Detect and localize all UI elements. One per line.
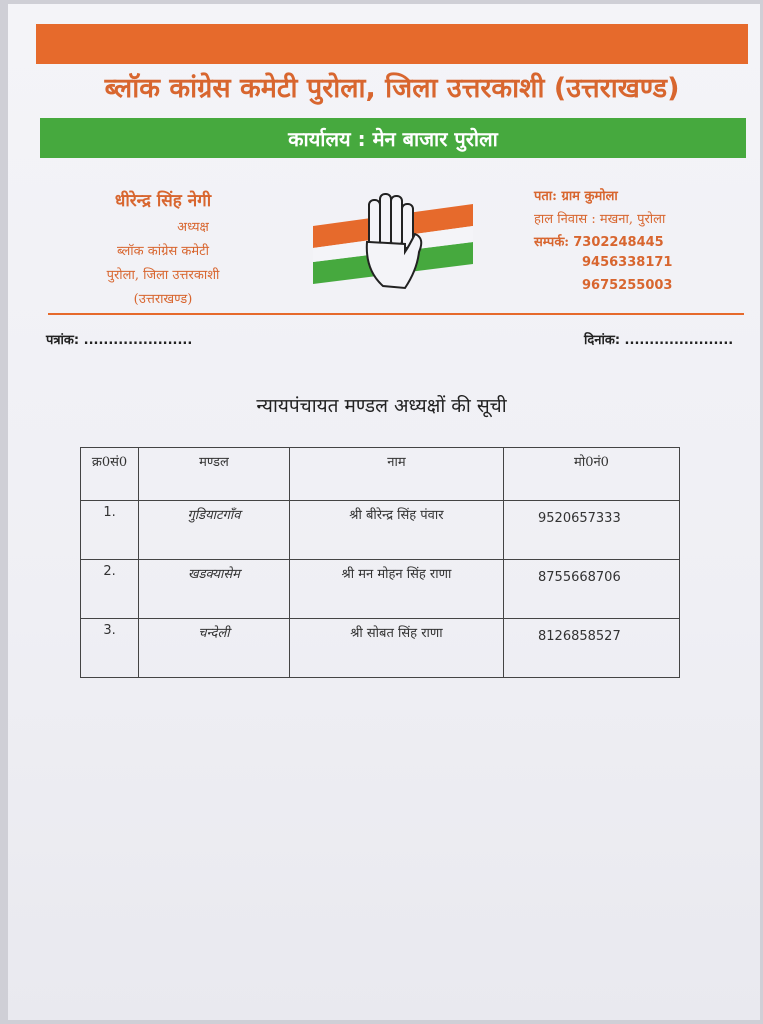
saffron-band [36,24,748,64]
president-place: पुरोला, जिला उत्तरकाशी [106,268,220,283]
office-address: कार्यालय : मेन बाजार पुरोला [288,126,498,151]
president-designation: अध्यक्ष [177,220,209,235]
contact-label: सम्पर्क: [534,235,570,250]
president-block [48,188,278,307]
president-state: (उत्तराखण्ड) [133,292,193,307]
current-residence: हाल निवास : मखना, पुरोला [534,212,666,227]
village-address: पता: ग्राम कुमोला [534,189,618,204]
table-header-row [81,448,680,501]
contact-block [534,186,754,301]
divider [48,313,744,315]
row-mandal: चन्देली [139,619,290,678]
row-serial: 2. [81,560,139,619]
table-row [81,560,680,619]
header-name: नाम [289,448,503,501]
phone-2: 9456338171 [582,255,673,270]
row-mandal: खडक्यासेम [139,560,290,619]
header-mandal: मण्डल [139,448,290,501]
row-mobile: 8755668706 [504,560,680,619]
president-name: धीरेन्द्र सिंह नेगी [114,191,212,211]
congress-hand-logo-icon [313,190,473,298]
reference-number: पत्रांक: ...................... [46,333,193,348]
mandal-president-table [80,447,680,678]
row-mobile: 8126858527 [504,619,680,678]
letterhead-title: ब्लॉक कांग्रेस कमेटी पुरोला, जिला उत्तरकाशी (उत्तराखण्ड) [104,73,680,104]
phone-3: 9675255003 [582,278,673,293]
row-name: श्री मन मोहन सिंह राणा [289,560,503,619]
header-mobile: मो0नं0 [504,448,680,501]
row-name: श्री बीरेन्द्र सिंह पंवार [289,501,503,560]
row-serial: 3. [81,619,139,678]
row-mobile: 9520657333 [504,501,680,560]
row-name: श्री सोबत सिंह राणा [289,619,503,678]
document-heading: न्यायपंचायत मण्डल अध्यक्षों की सूची [256,395,507,417]
table-row [81,619,680,678]
phone-1: 7302248445 [573,235,664,250]
date-field: दिनांक: ...................... [584,333,734,348]
row-mandal: गुडियाटगाँव [139,501,290,560]
president-org: ब्लॉक कांग्रेस कमेटी [116,244,210,259]
table-row [81,501,680,560]
row-serial: 1. [81,501,139,560]
header-serial: क्र0सं0 [81,448,139,501]
office-band [40,118,746,158]
